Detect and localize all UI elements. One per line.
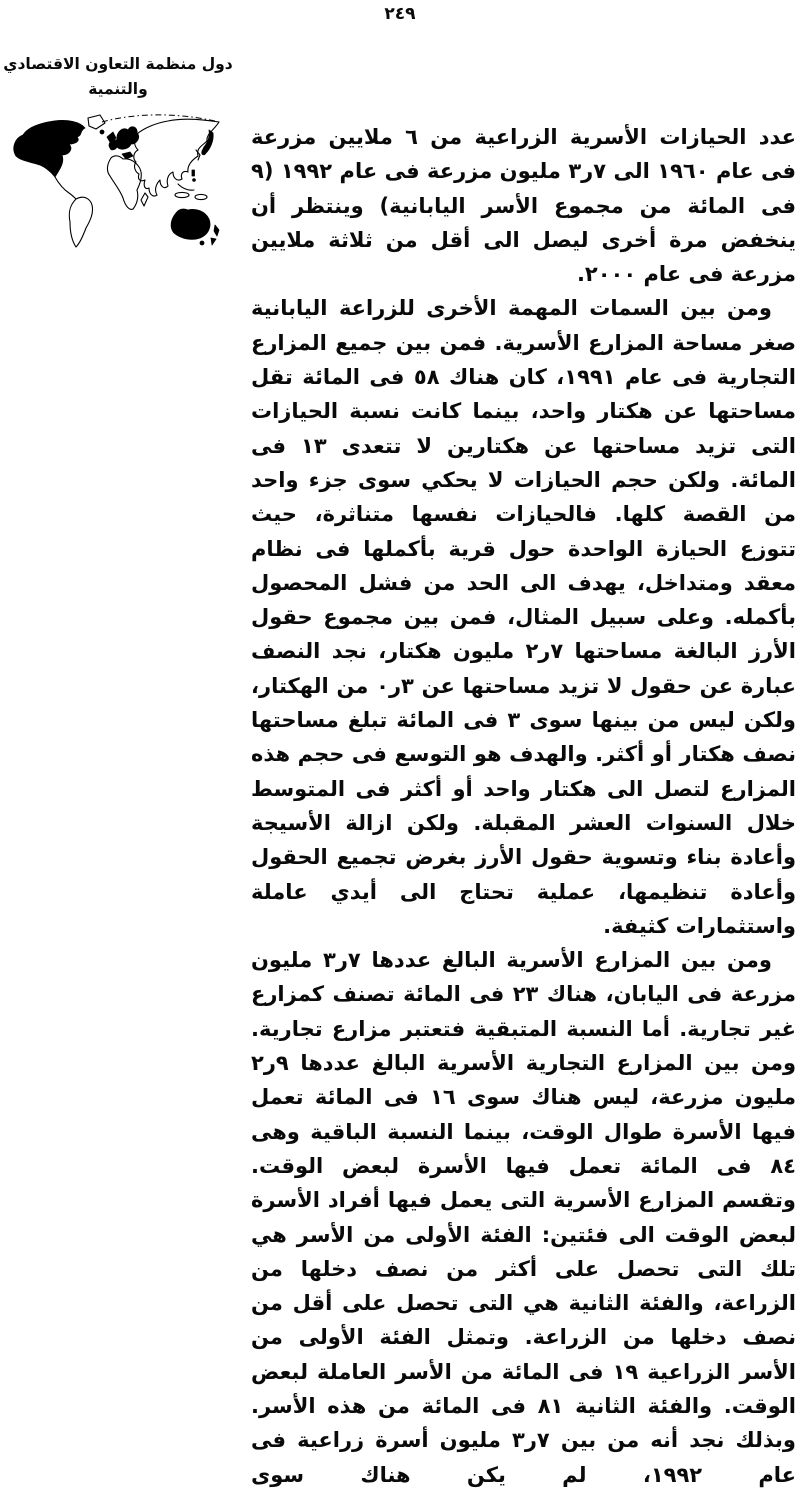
paragraph-farm-holdings-decline: عدد الحيازات الأسرية الزراعية من ٦ ملايين مزرعة فى عام ١٩٦٠ الى ٧ر٣ مليون مزرعة فى عام ١٩٩٢ (٩ فى المائة من مجموع الأسر اليابانية) وينتظر أن ينخفض مرة أخرى ليصل الى أقل من ثلاثة ملايين مزرعة فى عام ٢٠٠٠. bbox=[251, 125, 796, 287]
paragraph-farm-size-fragmentation: ومن بين السمات المهمة الأخرى للزراعة اليابانية صغر مساحة المزارع الأسرية. فمن بين جميع المزارع التجارية فى عام ١٩٩١، كان هناك ٥٨ فى المائة تقل مساحتها عن هكتار واحد، بينما كانت نسبة الحيازات التى تزيد مساحتها عن هكتارين لا تتعدى ١٣ فى المائة. ولكن حجم الحيازات لا يحكي سوى جزء واحد من القصة كلها. فالحيازات نفسها متناثرة، حيث تتوزع الحيازة الواحدة حول قرية بأكملها فى نظام معقد ومتداخل، يهدف الى الحد من فشل المحصول بأكمله. وعلى سبيل المثال، فمن بين مجموع حقول الأرز البالغة مساحتها ٧ر٢ مليون هكتار، نجد النصف عبارة عن حقول لا تزيد مساحتها عن ٣ر٠ من الهكتار، ولكن ليس من بينها سوى ٣ فى المائة تبلغ مساحتها نصف هكتار أو أكثر. والهدف هو التوسع فى حجم هذه المزارع لتصل الى هكتار واحد أو أكثر فى المتوسط خلال السنوات العشر المقبلة. ولكن ازالة الأسيجة وأعادة بناء وتسوية حقول الأرز بغرض تجميع الحقول وأعادة تنظيمها، عملية تحتاج الى أيدي عاملة واستثمارات كثيفة. bbox=[251, 296, 796, 938]
body-text bbox=[251, 120, 796, 1492]
figure-caption bbox=[0, 52, 236, 102]
paragraph-commercial-farm-categories: ومن بين المزارع الأسرية البالغ عددها ٧ر٣ مليون مزرعة فى اليابان، هناك ٢٣ فى المائة تصنف كمزارع غير تجارية. أما النسبة المتبقية فتعتبر مزارع تجارية. ومن بين المزارع التجارية الأسرية البالغ عددها ٩ر٢ مليون مزرعة، ليس هناك سوى ١٦ فى المائة تعمل فيها الأسرة طوال الوقت، بينما النسبة الباقية وهى ٨٤ فى المائة تعمل فيها الأسرة لبعض الوقت. وتقسم المزارع الأسرية التى يعمل فيها أفراد الأسرة لبعض الوقت الى فئتين: الفئة الأولى من الأسر هي تلك التى تحصل على أكثر من نصف دخلها من الزراعة، والفئة الثانية هي التى تحصل على أقل من نصف دخلها من الزراعة. وتمثل الفئة الأولى من الأسر الزراعية ١٩ فى المائة من الأسر العاملة لبعض الوقت. والفئة الثانية ٨١ فى المائة من هذه الأسر. وبذلك نجد أنه من بين ٧ر٣ مليون أسرة زراعية فى عام ١٩٩٢، لم يكن هناك سوى bbox=[251, 948, 797, 1487]
world-map-oecd-icon bbox=[10, 110, 226, 252]
figure-caption-line2: والتنمية bbox=[88, 80, 148, 98]
oecd-map-figure bbox=[0, 52, 236, 252]
page-number: ٢٤٩ bbox=[384, 4, 416, 24]
figure-caption-line1: دول منظمة التعاون الاقتصادي bbox=[3, 55, 233, 73]
